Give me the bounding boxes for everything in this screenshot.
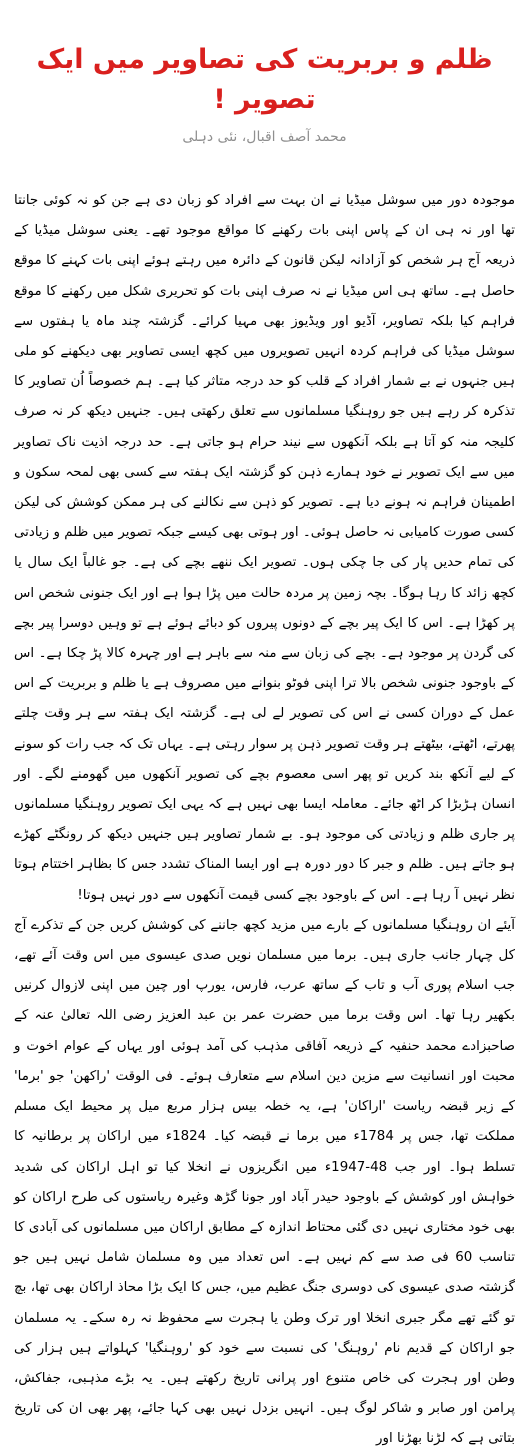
author-byline: محمد آصف اقبال، نئی دہلی	[182, 129, 347, 145]
article-title: ظلم و بربریت کی تصاویر میں ایک تصویر !	[36, 44, 493, 115]
article-paragraph-2: آیئے ان روہنگیا مسلمانوں کے بارے میں مزید کچھ جاننے کی کوشش کریں جن کے تذکرے آج کل چہار جانب جاری ہیں۔ برما میں مسلمان نویں صدی عیسوی میں اس وقت آئے تھے، جب اسلام پوری آب و تاب کے ساتھ عرب، فارس، یورپ اور چین میں اپنی لازوال کرنیں بکھیر رہا تھا۔ اس وقت برما میں حضرت عمر بن عبد العزیز رضی اللہ تعالیٰ عنہ کے صاحبزادے محمد حنفیہ کے ذریعہ آفاقی مذہب کی آمد ہوئی اور یہاں کے عوام اخوت و محبت اور انسانیت سے مزین دین اسلام سے متعارف ہوئے۔ فی الوقت 'راکھن' جو 'برما' کے زیر قبضہ ریاست 'اراکان' ہے، یہ خطہ بیس ہزار مربع میل پر محیط ایک مسلم مملکت تھا، جس پر 1784ء میں برما نے قبضہ کیا۔ 1824ء میں اراکان پر برطانیہ کا تسلط ہوا۔ اور جب 48-1947ء میں انگریزوں نے انخلا کیا تو اہل اراکان کی شدید خواہش اور کوشش کے باوجود حیدر آباد اور جونا گڑھ وغیرہ ریاستوں کی طرح اراکان کو بھی خود مختاری نہیں دی گئی محتاط اندازہ کے مطابق اراکان میں مسلمانوں کی آبادی کا تناسب 60 فی صد سے کم نہیں ہے۔ اس تعداد میں وہ مسلمان شامل نہیں ہیں جو گزشتہ صدی عیسوی کی دوسری جنگ عظیم میں، جس کا ایک بڑا محاذ اراکان بھی تھا، بچ تو گئے تھے مگر جبری انخلا اور ترک وطن یا ہجرت سے محفوظ نہ رہ سکے۔ یہ مسلمان جو اراکان کے قدیم نام 'روہنگ' کی نسبت سے خود کو 'روہنگیا' کہلواتے ہیں ہزار کی وطن اور ہجرت کی خاص متنوع اور پرانی تاریخ رکھتے ہیں۔ یہ بڑے مذہبی، جفاکش، پرامن اور صابر و شاکر لوگ ہیں۔ انہیں بزدل نہیں بھی کہا جائے، پھر بھی ان کی تاریخ بتاتی ہے کہ لڑنا بھڑنا اور	[14, 917, 515, 1447]
article-paragraph-1: موجودہ دور میں سوشل میڈیا نے ان بہت سے افراد کو زبان دی ہے جن کو نہ کوئی جانتا تھا اور نہ ہی ان کے پاس اپنی بات رکھنے کا مواقع موجود تھے۔ یعنی سوشل میڈیا کے ذریعہ آج ہر شخص کو آزادانہ لیکن قانون کے دائرہ میں رہتے ہوئے اپنی بات کہنے کا موقع حاصل ہے۔ ساتھ ہی اس میڈیا نے نہ صرف اپنی بات کو تحریری شکل میں رکھنے کا موقع فراہم کیا بلکہ تصاویر، آڈیو اور ویڈیوز بھی مہیا کرائے۔ گزشتہ چند ماہ یا ہفتوں سے سوشل میڈیا کی فراہم کردہ انہیں تصویروں میں کچھ ایسی تصاویر بھی دیکھنے کو ملی ہیں جنہوں نے بے شمار افراد کے قلب کو حد درجہ متاثر کیا ہے۔ ہم خصوصاً اُن تصاویر کا تذکرہ کر رہے ہیں جو روہنگیا مسلمانوں سے تعلق رکھتی ہیں۔ جنہیں دیکھ کر نہ صرف کلیجہ منہ کو آتا ہے بلکہ آنکھوں سے نیند حرام ہو جاتی ہے۔ حد درجہ اذیت ناک تصاویر میں سے ایک تصویر نے خود ہمارے ذہن کو گزشتہ ایک ہفتہ سے کسی بھی لمحہ سکون و اطمینان فراہم نہ ہونے دیا ہے۔ تصویر کو ذہن سے نکالنے کی ہر ممکن کوشش کی لیکن کسی صورت کامیابی نہ حاصل ہوئی۔ اور ہوتی بھی کیسے جبکہ تصویر میں ظلم و زیادتی کی تمام حدیں پار کی جا چکی ہوں۔ تصویر ایک ننھے بچے کی ہے۔ جو غالباً ایک سال یا کچھ زائد کا رہا ہوگا۔ بچہ زمین پر مردہ حالت میں پڑا ہوا ہے اور ایک جنونی شخص اس پر کھڑا ہے۔ اس کا ایک پیر بچے کے دونوں پیروں کو دبائے ہوئے ہے تو وہیں دوسرا پیر بچے کی گردن پر موجود ہے۔ بچے کی زبان سے منہ سے باہر ہے اور چہرہ کالا پڑ چکا ہے۔ اس کے باوجود جنونی شخص بالا ترا اپنی فوٹو بنوانے میں مصروف ہے یا ظلم و بربریت کے اس عمل کے دوران کسی نے اس کی تصویر لے لی ہے۔ گزشتہ ایک ہفتہ سے ہر وقت چلتے پھرتے، اٹھتے، بیٹھتے ہر وقت تصویر ذہن پر سوار رہتی ہے۔ یہاں تک کہ جب رات کو سونے کے لیے آنکھ بند کریں تو پھر اسی معصوم بچے کی تصویر آنکھوں میں گھومنے لگے۔ اور انسان ہڑبڑا کر اٹھ جائے۔ معاملہ ایسا بھی نہیں ہے کہ یہی ایک تصویر روہنگیا مسلمانوں پر جاری ظلم و زیادتی کی موجود ہو۔ بے شمار تصاویر ہیں جنہیں دیکھ کر رونگٹے کھڑے ہو جاتے ہیں۔ ظلم و جبر کا دور دورہ ہے اور ایسا المناک تشدد جس کا بظاہر اختتام ہوتا نظر نہیں آ رہا ہے۔ اس کے باوجود بچے کسی قیمت آنکھوں سے دور نہیں ہوتا!	[14, 193, 515, 903]
